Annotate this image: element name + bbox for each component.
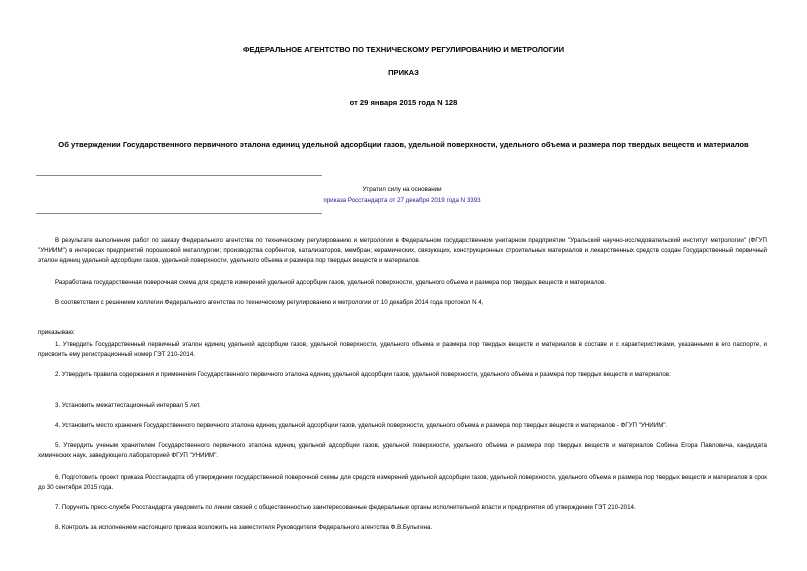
lost-force-note: Утратил силу на основании [362,186,442,193]
basis-document-link[interactable]: приказа Росстандарта от 27 декабря 2019 года N 3393 [323,197,481,204]
order-item-8: 8. Контроль за исполнением настоящего приказа возложить на заместителя Руководителя Федерального агентства Ф.В.Булыгина. [55,524,433,531]
order-item-7: 7. Поручить пресс-службе Росстандарта уведомить по линии связей с общественностью заинтересованные федеральные органы исполнительной власти и предприятия об утверждении ГЭТ 210-2014. [55,504,636,511]
preamble-paragraph-3: В соответствии с решением коллегии Федерального агентства по техническому регулированию и метрологии от 10 декабря 2014 года протокол N 4, [55,299,484,306]
order-item-6: 6. Подготовить проект приказа Росстандарта об утверждении государственной поверочной схемы для средств измерений удельной адсорбции газов, удельной поверхности, удельного объема и размера пор твердых веществ и материалов в срок до 30 сентября 2015 года. [38,474,767,491]
preamble-paragraph-1: В результате выполнения работ по заказу Федерального агентства по техническому регулированию и метрологии в Федеральном государственном унитарном предприятии "Уральский научно-исследовательский институт метрологии" (ФГУП "УНИИМ") в интересах предприятий порошковой металлургии; производства сорбентов, катализаторов, мембран; керамических, связующих, конструкционных строительных материалов и лекарственных средств создан Государственный первичный эталон единиц удельной адсорбции газов, удельной поверхности, удельного объема и размера пор твердых веществ и материалов. [38,237,767,264]
agency-name: ФЕДЕРАЛЬНОЕ АГЕНТСТВО ПО ТЕХНИЧЕСКОМУ РЕГУЛИРОВАНИЮ И МЕТРОЛОГИИ [242,45,565,54]
order-item-1: 1. Утвердить Государственный первичный эталон единиц удельной адсорбции газов, удельной поверхности, удельного объема и размера пор твердых веществ и материалов в составе и с характеристиками, указанными в его паспорте, и присвоить ему регистрационный номер ГЭТ 210-2014. [38,341,767,358]
document-type: ПРИКАЗ [388,68,419,77]
preamble-paragraph-2: Разработана государственная поверочная схема для средств измерений удельной адсорбции газов, удельной поверхности, удельного объема и размера пор твердых веществ и материалов. [55,279,606,286]
divider-top [36,175,322,176]
order-item-4: 4. Установить место хранения Государственного первичного эталона единиц удельной адсорбции газов, удельной поверхности, удельного объема и размера пор твердых веществ и материалов - ФГУП "УНИИМ". [55,422,668,429]
order-item-5: 5. Утвердить ученым хранителем Государственного первичного эталона единиц удельной адсорбции газов, удельной поверхности, удельного объема и размера пор твердых веществ и материалов Собина Егора Павловича, кандидата химических наук, заведующего лабораторией ФГУП "УНИИМ". [38,442,767,459]
order-item-3: 3. Установить межаттестационный интервал 5 лет. [55,402,201,409]
document-title: Об утверждении Государственного первичного эталона единиц удельной адсорбции газов, удельной поверхности, удельного объема и размера пор твердых веществ и материалов [58,140,749,149]
divider-bottom [36,213,322,214]
order-word: приказываю: [38,329,75,336]
order-item-2: 2. Утвердить правила содержания и применения Государственного первичного эталона единиц удельной адсорбции газов, удельной поверхности, удельного объема и размера пор твердых веществ и материалов. [55,371,671,378]
document-date-number: от 29 января 2015 года N 128 [349,98,458,107]
